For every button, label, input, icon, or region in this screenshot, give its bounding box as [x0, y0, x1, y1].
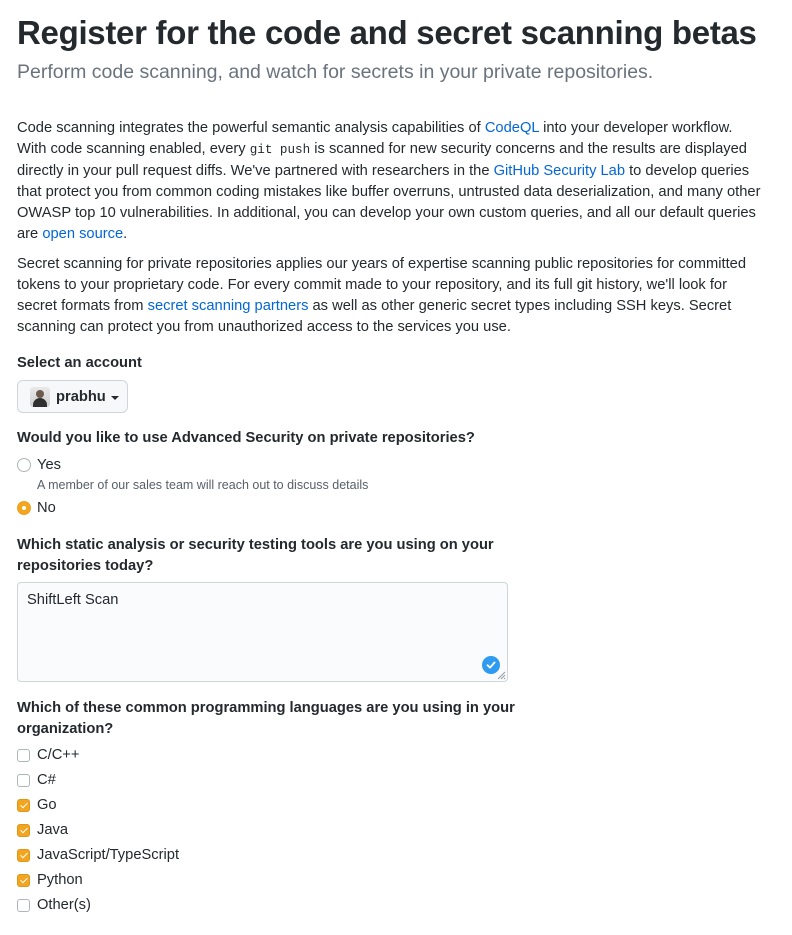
avatar [30, 387, 50, 407]
radio-no[interactable] [17, 500, 56, 516]
text-segment: as well as other generic secret types including SSH keys. Secret scanning can protect you from unauthorized access to the services you use. [17, 298, 732, 335]
checkbox-python[interactable] [17, 874, 30, 887]
radio-yes-label: Yes [37, 457, 61, 473]
code-scanning-description [17, 118, 762, 245]
checkbox-csharp[interactable] [17, 774, 30, 787]
language-label: Python [37, 872, 83, 888]
checkbox-other[interactable] [17, 899, 30, 912]
language-label: Other(s) [37, 897, 91, 913]
git-push-code: git push [249, 143, 311, 157]
language-label: C/C++ [37, 747, 80, 763]
text-segment: . [123, 226, 128, 242]
language-option-go[interactable] [17, 797, 57, 813]
tools-question-line2: repositories today? [17, 558, 154, 574]
checkbox-java[interactable] [17, 824, 30, 837]
text-segment: is scanned for new security concerns and the results are displayed directly in your pull request diffs. We've partnered with researchers in the [17, 141, 747, 179]
radio-no-label: No [37, 500, 56, 516]
language-option-java[interactable] [17, 822, 68, 838]
radio-yes-input[interactable] [17, 458, 31, 472]
text-segment: Code scanning integrates the powerful semantic analysis capabilities of [17, 120, 485, 136]
account-select-button[interactable] [17, 380, 128, 413]
language-option-python[interactable] [17, 872, 83, 888]
tools-textarea-value: ShiftLeft Scan [27, 592, 119, 608]
language-label: C# [37, 772, 56, 788]
open-source-link[interactable]: open source [42, 226, 124, 242]
language-option-c-cpp[interactable] [17, 747, 79, 763]
checkbox-c-cpp[interactable] [17, 749, 30, 762]
text-segment: to develop queries that protect you from common coding mistakes like buffer overruns, untrusted data deserialization, and many other OWASP top 10 vulnerabilities. In additional, you can develop your own custom queries, and all our default queries are [17, 163, 761, 242]
languages-question-line1: Which of these common programming languages are you using in your [17, 700, 515, 716]
languages-question [17, 698, 515, 740]
radio-yes-note: A member of our sales team will reach out to discuss details [37, 478, 369, 492]
radio-yes[interactable] [17, 457, 61, 473]
language-label: Java [37, 822, 69, 838]
tools-question-line1: Which static analysis or security testing tools are you using on your [17, 537, 494, 553]
text-segment: Secret scanning for private repositories applies our years of expertise scanning public repositories for committed tokens to your proprietary code. For every commit made to your repository, and its full git history, we'll look for secret formats from [17, 256, 747, 314]
tools-textarea[interactable] [17, 582, 508, 682]
text-segment: into your developer workflow. With code scanning enabled, every [17, 120, 733, 157]
language-option-csharp[interactable] [17, 772, 56, 788]
advanced-security-question: Would you like to use Advanced Security on private repositories? [17, 430, 475, 446]
checkbox-javascript[interactable] [17, 849, 30, 862]
codeql-link[interactable]: CodeQL [484, 120, 539, 136]
resize-grip-icon[interactable] [496, 670, 506, 680]
tools-question [17, 535, 494, 577]
language-label: JavaScript/TypeScript [37, 847, 180, 863]
language-option-other[interactable] [17, 897, 91, 913]
account-name: prabhu [56, 388, 106, 405]
secret-scanning-description [17, 254, 762, 338]
radio-no-input[interactable] [17, 501, 31, 515]
language-option-javascript[interactable] [17, 847, 179, 863]
page-title: Register for the code and secret scanning betas [17, 14, 757, 51]
scanning-partners-link[interactable]: secret scanning partners [147, 298, 309, 314]
languages-question-line2: organization? [17, 721, 114, 737]
page-subtitle: Perform code scanning, and watch for secrets in your private repositories. [17, 61, 654, 83]
caret-down-icon [111, 396, 119, 400]
account-label: Select an account [17, 355, 142, 371]
language-label: Go [37, 797, 57, 813]
checkbox-go[interactable] [17, 799, 30, 812]
security-lab-link[interactable]: GitHub Security Lab [493, 163, 626, 179]
